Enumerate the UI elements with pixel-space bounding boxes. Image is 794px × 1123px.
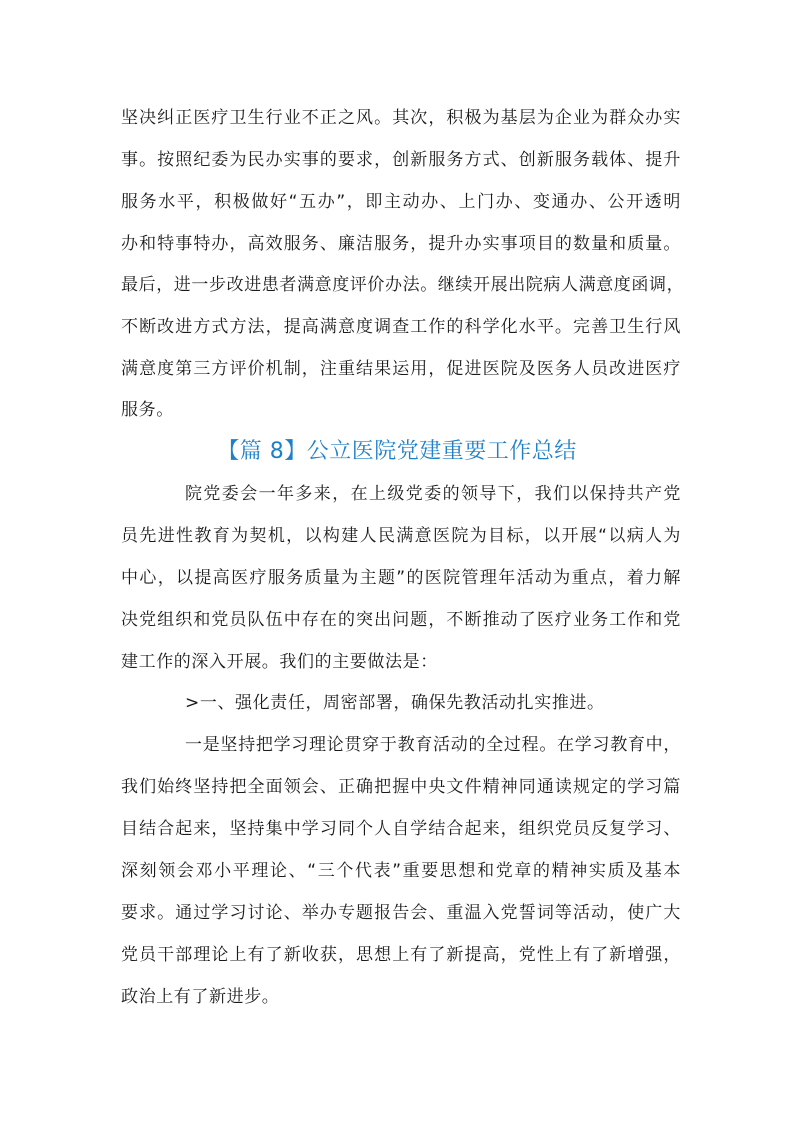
paragraph-line: 决党组织和党员队伍中存在的突出问题，不断推动了医疗业务工作和党 [121, 610, 681, 630]
paragraph-line: 要求。通过学习讨论、举办专题报告会、重温入党誓词等活动，使广大 [121, 903, 681, 923]
paragraph-line: 院党委会一年多来，在上级党委的领导下，我们以保持共产党 [185, 484, 681, 504]
paragraph-line: 办和特事特办，高效服务、廉洁服务，提升办实事项目的数量和质量。 [121, 234, 681, 254]
paragraph-line: 政治上有了新进步。 [121, 987, 280, 1007]
paragraph-line: 员先进性教育为契机，以构建人民满意医院为目标，以开展“以病人为 [121, 526, 681, 546]
paragraph-line: 我们始终坚持把全面领会、正确把握中央文件精神同通读规定的学习篇 [121, 777, 681, 797]
paragraph-line: 服务。 [121, 400, 174, 420]
paragraph-line: 服务水平，积极做好“五办”，即主动办、上门办、变通办、公开透明 [121, 192, 681, 212]
paragraph-line: 中心，以提高医疗服务质量为主题”的医院管理年活动为重点，着力解 [121, 568, 681, 588]
paragraph-line: 坚决纠正医疗卫生行业不正之风。其次，积极为基层为企业为群众办实 [121, 108, 681, 128]
paragraph-line: 目结合起来，坚持集中学习同个人自学结合起来，组织党员反复学习、 [121, 819, 681, 839]
paragraph-line: 深刻领会邓小平理论、“三个代表”重要思想和党章的精神实质及基本 [121, 861, 681, 881]
section-item: >一、强化责任，周密部署，确保先教活动扎实推进。 [185, 693, 605, 713]
paragraph-line: 最后，进一步改进患者满意度评价办法。继续开展出院病人满意度函调， [121, 275, 685, 295]
paragraph-line: 事。按照纪委为民办实事的要求，创新服务方式、创新服务载体、提升 [121, 150, 681, 170]
section-heading: 【篇 8】公立医院党建重要工作总结 [217, 439, 577, 464]
paragraph-line: 党员干部理论上有了新收获，思想上有了新提高，党性上有了新增强， [121, 945, 681, 965]
paragraph-line: 不断改进方式方法，提高满意度调查工作的科学化水平。完善卫生行风 [121, 317, 681, 337]
paragraph-line: 一是坚持把学习理论贯穿于教育活动的全过程。在学习教育中， [185, 735, 681, 755]
paragraph-line: 满意度第三方评价机制，注重结果运用，促进医院及医务人员改进医疗 [121, 359, 681, 379]
paragraph-line: 建工作的深入开展。我们的主要做法是： [121, 652, 438, 672]
